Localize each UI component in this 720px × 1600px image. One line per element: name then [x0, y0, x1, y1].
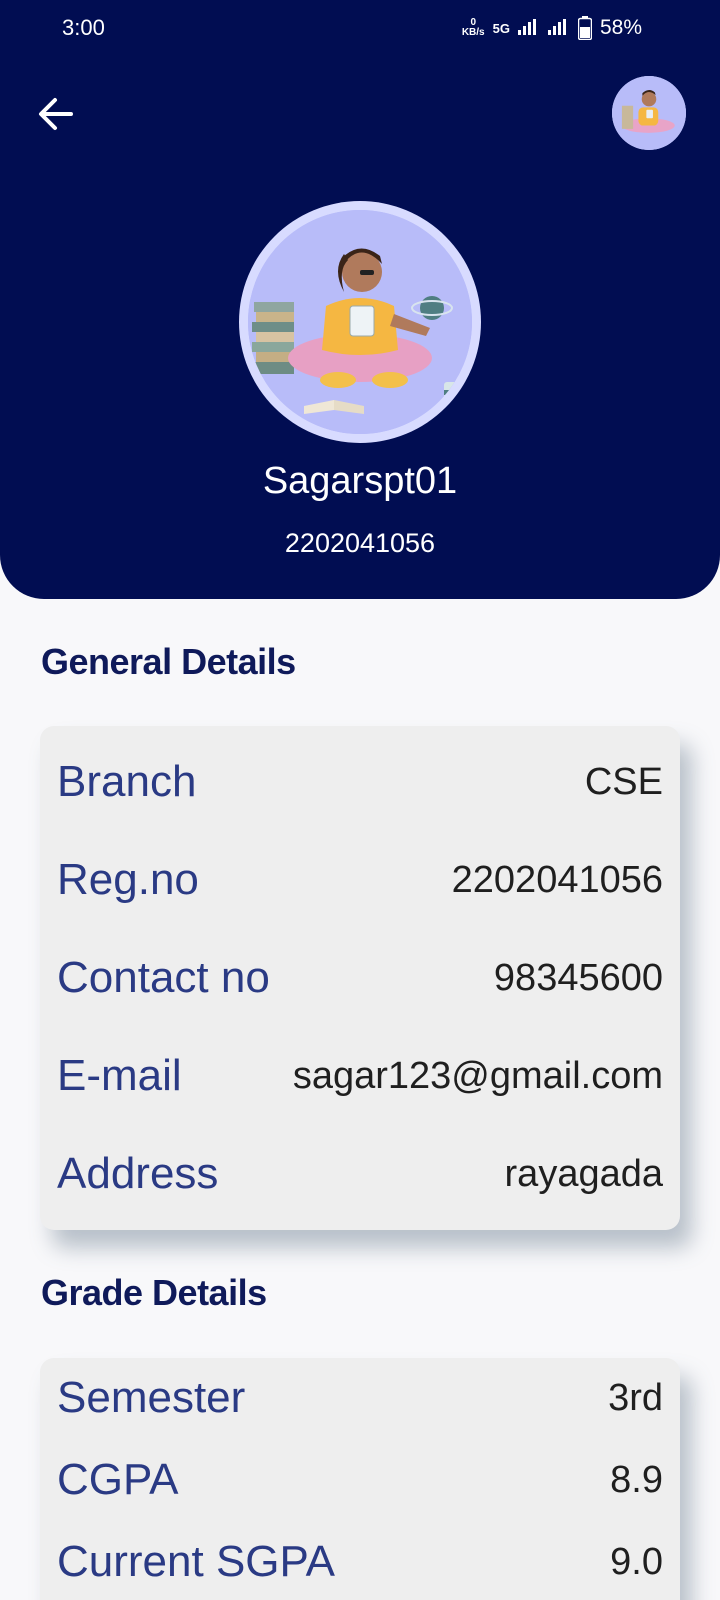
back-button[interactable] — [34, 92, 78, 136]
status-bar — [0, 0, 720, 56]
grade-details-card — [40, 1358, 680, 1600]
detail-label: Address — [57, 1149, 219, 1198]
student-illustration-icon — [612, 76, 686, 150]
grade-row-cgpa — [57, 1450, 663, 1510]
signal-icon — [518, 19, 540, 37]
status-indicators — [462, 16, 642, 40]
general-details-title: General Details — [41, 641, 296, 682]
network-speed-value: 0 — [470, 17, 476, 28]
general-details-card — [40, 726, 680, 1230]
user-name: Sagarspt01 — [262, 460, 458, 502]
user-id: 2202041056 — [284, 528, 436, 558]
detail-row-address — [57, 1144, 663, 1204]
detail-row-contact — [57, 948, 663, 1008]
grade-value: 8.9 — [610, 1458, 663, 1501]
network-type: 5G — [492, 20, 510, 36]
arrow-left-icon — [37, 97, 75, 131]
grade-row-semester — [57, 1368, 663, 1428]
account-avatar[interactable] — [612, 76, 686, 150]
grade-value: 9.0 — [610, 1540, 663, 1583]
grade-row-sgpa — [57, 1532, 663, 1592]
detail-value: sagar123@gmail.com — [292, 1054, 663, 1097]
grade-label: CGPA — [57, 1455, 179, 1504]
detail-value: CSE — [584, 760, 663, 803]
student-illustration-icon — [248, 210, 472, 434]
grade-value: 3rd — [608, 1376, 663, 1419]
detail-row-branch — [57, 752, 663, 812]
detail-row-regno — [57, 850, 663, 910]
detail-label: Branch — [57, 757, 197, 806]
detail-label: Reg.no — [57, 855, 199, 904]
battery-percent: 58% — [599, 16, 642, 39]
grade-details-title: Grade Details — [41, 1272, 267, 1313]
grade-label: Current SGPA — [57, 1537, 335, 1586]
profile-avatar — [239, 201, 481, 443]
profile-header — [0, 56, 720, 599]
grade-label: Semester — [57, 1373, 246, 1422]
network-speed — [462, 18, 485, 38]
detail-label: E-mail — [57, 1051, 182, 1100]
detail-row-email — [57, 1046, 663, 1106]
signal-icon-2 — [548, 19, 570, 37]
network-speed-unit: KB/s — [461, 27, 485, 38]
detail-label: Contact no — [57, 953, 270, 1002]
detail-value: 98345600 — [493, 956, 663, 999]
status-time: 3:00 — [62, 15, 105, 40]
detail-value: 2202041056 — [451, 858, 663, 901]
detail-value: rayagada — [504, 1152, 663, 1195]
battery-icon — [578, 16, 592, 40]
